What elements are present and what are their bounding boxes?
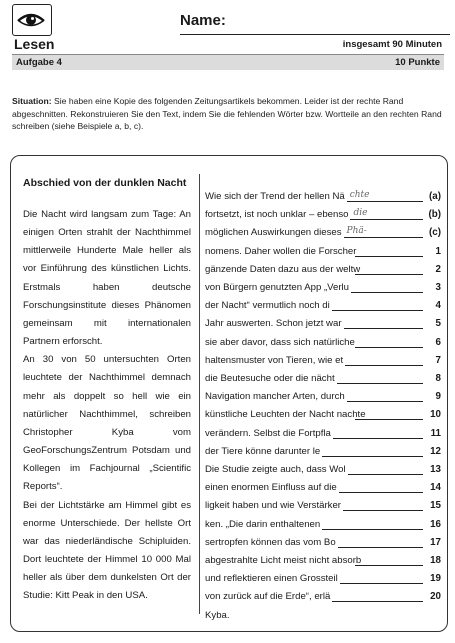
answer-blank[interactable] — [348, 474, 423, 475]
line-text: ligkeit haben und wie Verstärker — [205, 500, 341, 512]
text-line — [205, 406, 441, 424]
text-line — [205, 461, 441, 479]
line-text: möglichen Auswirkungen dieses — [205, 227, 342, 239]
text-line — [205, 497, 441, 515]
answer-blank[interactable] — [344, 328, 423, 329]
text-line — [205, 243, 441, 261]
line-number: 4 — [435, 300, 441, 312]
line-number: (c) — [429, 227, 441, 239]
answer-blank[interactable] — [355, 256, 423, 257]
answer-blank[interactable] — [343, 510, 423, 511]
situation-text: Sie haben eine Kopie des folgenden Zeitungsartikels bekommen. Leider ist der rechte Rand abgeschnitten. Rekonstruieren Sie den Text, indem Sie die fehlenden Wörter bzw. Wortteile an den rechten Rand schreiben (siehe Beispiele a, b, c). — [12, 96, 442, 131]
article-title: Abschied von der dunklen Nacht — [23, 177, 187, 189]
answer-blank[interactable] — [337, 383, 423, 384]
column-divider — [199, 174, 200, 614]
line-number: 2 — [435, 263, 441, 275]
line-number: 20 — [430, 591, 441, 603]
line-text: haltensmuster von Tieren, wie et — [205, 354, 344, 366]
line-text: gänzende Daten dazu aus der weltw — [205, 263, 361, 275]
points-label: 10 Punkte — [395, 57, 440, 68]
time-label: insgesamt 90 Minuten — [342, 39, 442, 50]
answer-blank[interactable] — [322, 456, 423, 457]
line-number: 13 — [430, 464, 441, 475]
text-line — [205, 279, 441, 297]
line-number: 18 — [430, 555, 441, 566]
answer-blank[interactable] — [355, 565, 423, 566]
text-line — [205, 425, 441, 443]
article-paragraph: Bei der Lichtstärke am Himmel gibt es enorme Unterschiede. Der hellste Ort war das niederländische Schipluiden. Dort leuchtete der Himmel 10 000 Mal heller als über dem dunkelsten Ort der Studie: Kitt Peak in den USA. — [23, 499, 191, 602]
line-text: künstliche Leuchten der Nacht nachte — [205, 409, 366, 421]
text-line — [205, 370, 441, 388]
line-text: Wie sich der Trend der hellen Nä — [205, 191, 345, 202]
text-line — [205, 552, 441, 570]
answer-blank[interactable] — [347, 401, 423, 402]
answer-blank[interactable] — [355, 274, 423, 275]
text-line — [205, 206, 441, 224]
name-field[interactable] — [180, 12, 450, 35]
answer-blank[interactable] — [355, 419, 423, 420]
line-number: 7 — [435, 354, 441, 366]
line-number: 16 — [430, 518, 441, 530]
answer-blank[interactable] — [333, 438, 423, 439]
line-text: von Bürgern genutzten App „Verlu — [205, 282, 350, 293]
line-number: (b) — [428, 209, 441, 221]
article-left-column — [23, 206, 191, 605]
answer-blank[interactable] — [338, 547, 423, 548]
line-number: 19 — [430, 573, 441, 585]
text-line — [205, 261, 441, 279]
text-line — [205, 607, 441, 625]
line-number: (a) — [429, 191, 441, 202]
line-text: Die Studie zeigte auch, dass Wol — [205, 464, 346, 475]
text-line — [205, 297, 441, 315]
section-title: Lesen — [14, 36, 55, 52]
line-text: der Tiere könne darunter le — [205, 445, 321, 457]
line-number: 15 — [430, 500, 441, 512]
task-label: Aufgabe 4 — [16, 57, 62, 68]
text-line — [205, 388, 441, 406]
text-line — [205, 534, 441, 552]
line-text: fortsetzt, ist noch unklar – ebenso — [205, 209, 349, 221]
line-number: 8 — [435, 373, 441, 384]
handwritten-answer: Phä- — [346, 226, 367, 237]
line-number: 5 — [435, 318, 441, 330]
line-text: Jahr auswerten. Schon jetzt war — [205, 318, 342, 330]
eye-icon — [12, 4, 52, 36]
line-number: 3 — [435, 282, 441, 293]
handwritten-answer: die — [353, 208, 368, 219]
line-number: 6 — [435, 336, 441, 348]
answer-blank[interactable] — [332, 601, 423, 602]
text-line — [205, 334, 441, 352]
line-text: die Beutesuche oder die nächt — [205, 373, 335, 384]
section-header — [12, 36, 444, 55]
line-number: 11 — [430, 427, 441, 439]
text-line — [205, 516, 441, 534]
answer-blank[interactable] — [355, 347, 423, 348]
answer-blank[interactable] — [339, 492, 423, 493]
line-number: 14 — [430, 482, 441, 494]
article-paragraph: Die Nacht wird langsam zum Tage: An einigen Orten strahlt der Nachthimmel mittlerweile Hunderte Male heller als vor Einführung des künstlichen Lichts. Erstmals haben deutsche Forschungsinstitute dieses Phänomen gemeinsam mit internationalen Partnern erforscht. — [23, 209, 191, 348]
line-text: sie aber davor, dass sich natürliche — [205, 336, 355, 348]
line-text: einen enormen Einfluss auf die — [205, 482, 337, 494]
text-line — [205, 315, 441, 333]
task-header — [12, 55, 444, 70]
line-number: 12 — [430, 445, 441, 457]
line-number: 1 — [435, 245, 441, 257]
line-text: Kyba. — [205, 609, 230, 621]
article-box — [10, 155, 448, 632]
text-line — [205, 443, 441, 461]
line-text: und reflektieren einen Grossteil — [205, 573, 338, 585]
handwritten-answer: chte — [349, 190, 370, 200]
line-number: 17 — [430, 536, 441, 548]
text-line — [205, 588, 441, 606]
line-text: sertropfen können das vom Bo — [205, 536, 336, 548]
answer-blank[interactable] — [322, 529, 423, 530]
line-text: Navigation mancher Arten, durch — [205, 391, 345, 403]
text-line — [205, 352, 441, 370]
answer-blank[interactable] — [340, 583, 423, 584]
line-text: abgestrahlte Licht meist nicht absorb — [205, 555, 362, 566]
line-text: verändern. Selbst die Fortpfla — [205, 427, 331, 439]
answer-blank[interactable] — [351, 292, 423, 293]
answer-blank[interactable] — [332, 310, 423, 311]
line-number: 9 — [435, 391, 441, 403]
text-line — [205, 479, 441, 497]
article-paragraph: An 30 von 50 untersuchten Orten leuchtete der Nachthimmel demnach mehr als doppelt so hell wie ein natürlicher Nachthimmel, schreiben Christopher Kyba vom GeoForschungsZentrum Potsdam und Kollegen im Fachjournal „Scientific Reports“. — [23, 354, 191, 493]
text-line — [205, 188, 441, 206]
situation-label: Situation: — [12, 96, 52, 106]
line-text: von zurück auf die Erde“, erlä — [205, 591, 331, 603]
situation-instructions — [12, 95, 444, 133]
name-label: Name: — [180, 12, 226, 29]
text-line — [205, 570, 441, 588]
text-line — [205, 224, 441, 242]
line-text: ken. „Die darin enthaltenen — [205, 518, 321, 530]
line-text: nomens. Daher wollen die Forscher — [205, 245, 357, 257]
line-number: 10 — [430, 409, 441, 421]
line-text: der Nacht“ vermutlich noch di — [205, 300, 330, 312]
answer-blank[interactable] — [345, 365, 423, 366]
